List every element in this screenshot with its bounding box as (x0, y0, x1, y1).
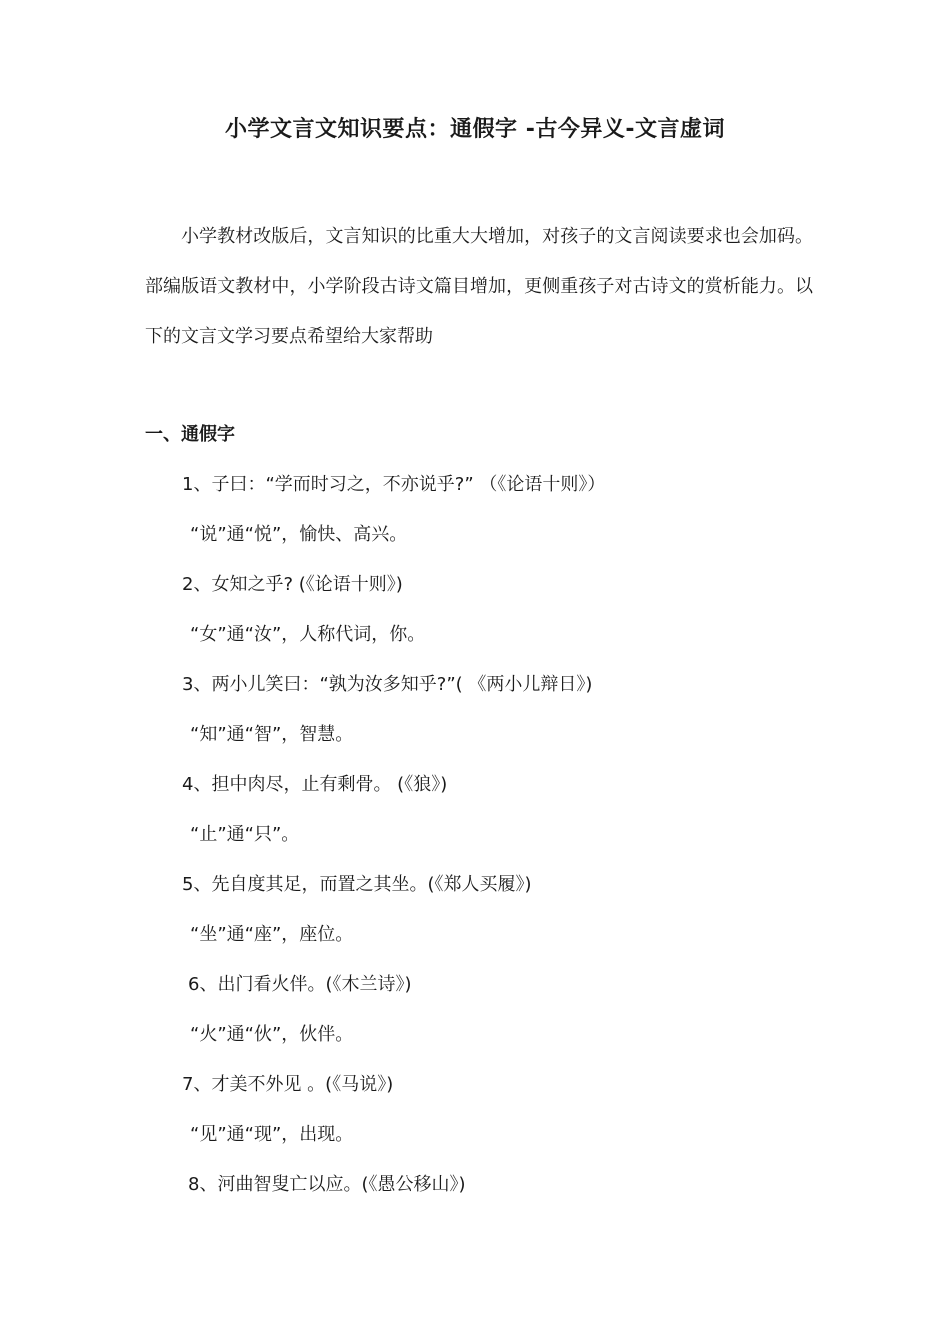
intro-line: 小学教材改版后，文言知识的比重大大增加，对孩子的文言阅读要求也会加 (181, 226, 777, 247)
intro-line: 码。部编版语文教材中，小学阶段古诗文篇目增加，更侧重孩子对古诗文的赏析 (145, 226, 814, 297)
explanation: “坐”通“座”，座位。 (190, 924, 354, 945)
example-sentence: 5、先自度其足，而置之其坐。(《郑人买履》) (182, 874, 532, 895)
example-sentence: 3、两小儿笑曰：“孰为汝多知乎?”( 《两小儿辩日》) (182, 674, 593, 695)
explanation: “见”通“现”，出现。 (190, 1124, 354, 1145)
example-sentence: 6、出门看火伴。(《木兰诗》) (188, 974, 412, 995)
explanation: “止”通“只”。 (190, 824, 300, 845)
explanation: “说”通“悦”，愉快、高兴。 (190, 524, 408, 545)
example-sentence: 2、女知之乎? (《论语十则》) (182, 574, 403, 595)
example-sentence: 1、子曰：“学而时习之，不亦说乎?” （《论语十则》） (182, 474, 606, 495)
explanation: “火”通“伙”，伙伴。 (190, 1024, 354, 1045)
explanation: “女”通“汝”，人称代词，你。 (190, 624, 426, 645)
tongjiazi-list (0, 460, 950, 1210)
intro-line: 能力。以下的文言文学习要点希望给大家帮助 (145, 276, 814, 347)
explanation: “知”通“智”，智慧。 (190, 724, 354, 745)
example-sentence: 4、担中肉尽，止有剩骨。 (《狼》) (182, 774, 448, 795)
document-title: 小学文言文知识要点：通假字 -古今异义-文言虚词 (225, 117, 725, 142)
example-sentence: 8、河曲智叟亡以应。(《愚公移山》) (188, 1174, 466, 1195)
section-heading: 一、通假字 (145, 424, 235, 445)
intro-paragraph (145, 212, 813, 362)
example-sentence: 7、才美不外见 。(《马说》) (182, 1074, 394, 1095)
